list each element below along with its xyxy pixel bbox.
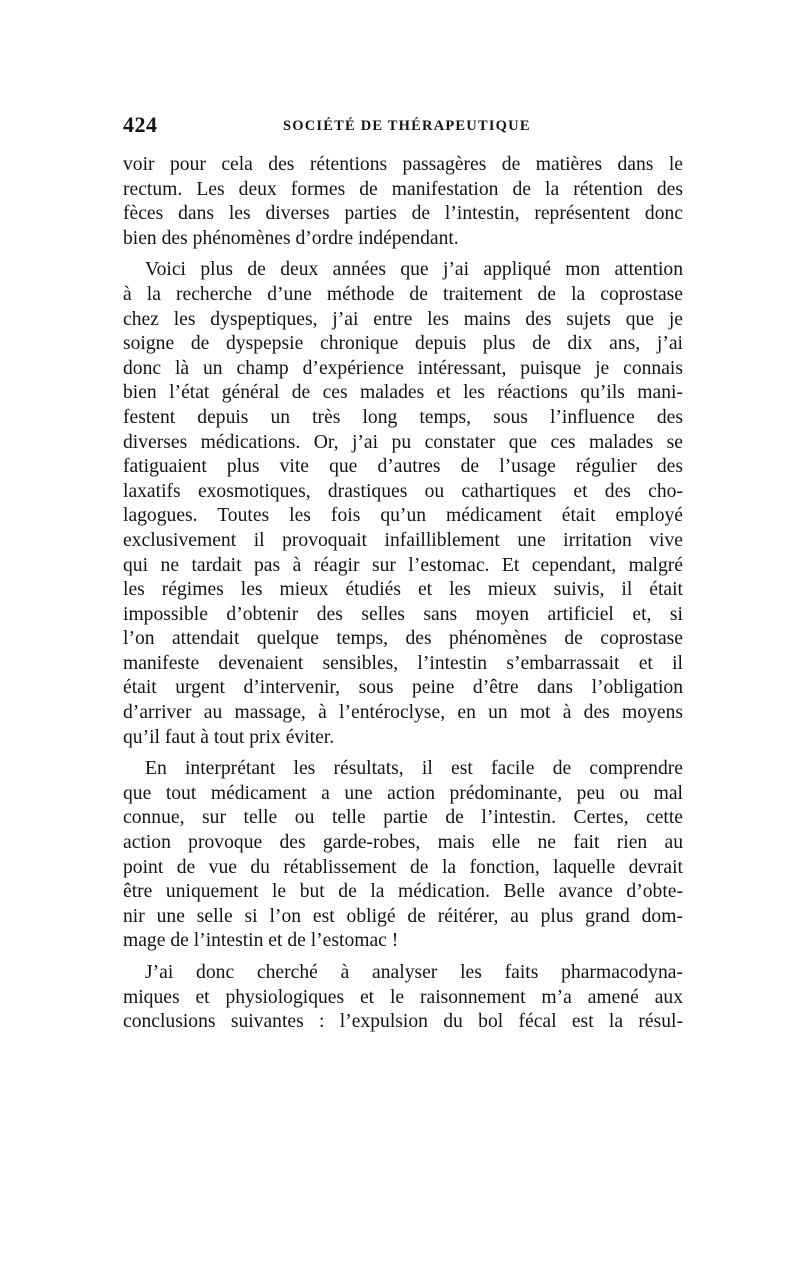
text-line: d’arriver au massage, à l’entéroclyse, en un mot à des moyens [123,702,683,724]
paragraph-1 [123,153,683,251]
text-line: Voici plus de deux années que j’ai appliqué mon attention [145,259,683,281]
paragraph-3 [123,757,683,954]
text-line: action provoque des garde-robes, mais elle ne fait rien au [123,832,683,854]
body-text [123,153,683,1035]
text-line: miques et physiologiques et le raisonnement m’a amené aux [123,986,683,1008]
text-line: donc là un champ d’expérience intéressant, puisque je connais [123,357,683,379]
paragraph-2 [123,258,683,750]
text-line: diverses médications. Or, j’ai pu constater que ces malades se [123,431,683,453]
text-line: nir une selle si l’on est obligé de réitérer, au plus grand dom- [123,905,683,927]
text-line: manifeste devenaient sensibles, l’intestin s’embarrassait et il [123,652,683,674]
text-line: fèces dans les diverses parties de l’intestin, représentent donc [123,203,683,225]
text-line: les régimes les mieux étudiés et les mieux suivis, il était [123,579,683,601]
text-line: J’ai donc cherché à analyser les faits pharmacodyna- [145,962,683,983]
running-head [123,112,683,142]
text-line: lagogues. Toutes les fois qu’un médicament était employé [123,505,683,527]
text-line: chez les dyspeptiques, j’ai entre les mains des sujets que je [123,308,683,330]
text-line: que tout médicament a une action prédominante, peu ou mal [123,782,683,804]
text-line: rectum. Les deux formes de manifestation de la rétention des [123,178,683,200]
text-line: laxatifs exosmotiques, drastiques ou cathartiques et des cho- [123,480,683,502]
running-title: SOCIÉTÉ DE THÉRAPEUTIQUE [283,118,531,134]
text-line: mage de l’intestin et de l’estomac ! [123,930,399,952]
text-line: conclusions suivantes : l’expulsion du bol fécal est la résul- [123,1011,683,1033]
paragraph-4 [123,961,683,1035]
text-line: qu’il faut à tout prix éviter. [123,726,335,748]
text-line: à la recherche d’une méthode de traitement de la coprostase [123,283,683,305]
text-line: soigne de dyspepsie chronique depuis plus de dix ans, j’ai [123,333,683,355]
text-line: être uniquement le but de la médication. Belle avance d’obte- [123,881,683,903]
text-line: voir pour cela des rétentions passagères de matières dans le [123,154,683,175]
text-line: impossible d’obtenir des selles sans moyen artificiel et, si [123,603,683,625]
text-line: était urgent d’intervenir, sous peine d’être dans l’obligation [123,677,683,699]
text-line: exclusivement il provoquait infailliblement une irritation vive [123,529,683,551]
text-line: bien l’état général de ces malades et les réactions qu’ils mani- [123,382,683,404]
text-line: fatiguaient plus vite que d’autres de l’usage régulier des [123,456,683,478]
text-line: En interprétant les résultats, il est facile de comprendre [145,758,683,780]
text-line: connue, sur telle ou telle partie de l’intestin. Certes, cette [123,807,683,829]
text-line: point de vue du rétablissement de la fonction, laquelle devrait [123,856,683,878]
page-number: 424 [123,112,158,137]
text-line: l’on attendait quelque temps, des phénomènes de coprostase [123,628,683,650]
text-line: bien des phénomènes d’ordre indépendant. [123,227,459,249]
text-line: qui ne tardait pas à réagir sur l’estomac. Et cependant, malgré [123,554,683,576]
text-line: festent depuis un très long temps, sous l’influence des [123,406,683,428]
